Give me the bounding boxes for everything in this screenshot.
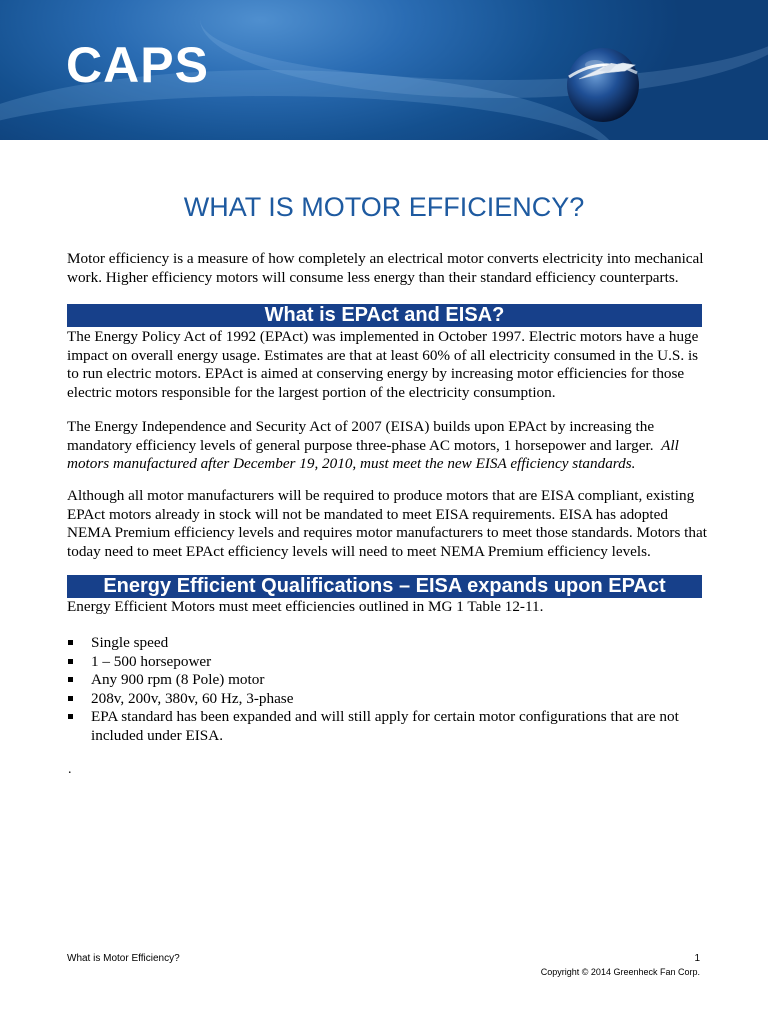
footer-doc-title: What is Motor Efficiency? [67, 953, 180, 964]
page-title: WHAT IS MOTOR EFFICIENCY? [183, 192, 585, 222]
footer-page-number: 1 [694, 953, 700, 964]
square-bullet-icon [68, 659, 73, 664]
list-item-text: 1 – 500 horsepower [91, 652, 212, 670]
eisa-paragraph-text: The Energy Independence and Security Act of 2007 (EISA) builds upon EPAct by increasing the mandatory efficiency levels of general purpose three-phase AC motors, 1 horsepower and larger. [67, 418, 655, 454]
section-heading-epact-eisa: What is EPAct and EISA? [67, 304, 702, 327]
eisa-emphasis-text: All motors manufactured after December 19, 2010, must meet the new EISA efficiency standards. [67, 436, 679, 472]
stray-period: . [68, 762, 72, 777]
list-item-text: EPA standard has been expanded and will still apply for certain motor configurations that are not included under EISA. [91, 708, 679, 744]
qualifications-list [67, 634, 707, 745]
globe-with-plane-icon [565, 43, 641, 123]
list-item [67, 690, 707, 709]
caps-logo-text: CAPS [66, 37, 209, 93]
eisa-paragraph [67, 418, 707, 474]
list-item [67, 708, 707, 745]
footer-copyright: Copyright © 2014 Greenheck Fan Corp. [540, 967, 700, 977]
square-bullet-icon [68, 714, 73, 719]
square-bullet-icon [68, 640, 73, 645]
square-bullet-icon [68, 696, 73, 701]
list-item-text: Any 900 rpm (8 Pole) motor [91, 671, 265, 688]
header-banner [0, 0, 768, 140]
list-item [67, 634, 707, 653]
square-bullet-icon [68, 677, 73, 682]
intro-paragraph: Motor efficiency is a measure of how completely an electrical motor converts electricity into mechanical work. Higher efficiency motors will consume less energy than their standard efficiency counterparts. [67, 250, 704, 286]
list-item-text: 208v, 200v, 380v, 60 Hz, 3-phase [91, 689, 294, 707]
list-item [67, 653, 707, 672]
compliance-paragraph: Although all motor manufacturers will be required to produce motors that are EISA compliant, existing EPAct motors already in stock will not be mandated to meet EISA requirements. EISA has adopted NEMA Premium efficiency levels and requires motor manufacturers to meet those standards. Motors that today need to meet EPAct efficiency levels will need to meet NEMA Premium efficiency levels. [67, 487, 707, 560]
epact-paragraph: The Energy Policy Act of 1992 (EPAct) was implemented in October 1997. Electric motors have a huge impact on overall energy usage. Estimates are that at least 60% of all electricity consumed in the U.S. is to run electric motors. EPAct is aimed at conserving energy by increasing motor efficiencies for those electric motors responsible for the largest portion of the electricity consumption. [67, 328, 699, 401]
list-item [67, 671, 707, 690]
qualifications-lead: Energy Efficient Motors must meet efficiencies outlined in MG 1 Table 12-11. [67, 598, 544, 615]
list-item-text: Single speed [91, 634, 169, 651]
section-heading-qualifications: Energy Efficient Qualifications – EISA expands upon EPAct [67, 575, 702, 598]
